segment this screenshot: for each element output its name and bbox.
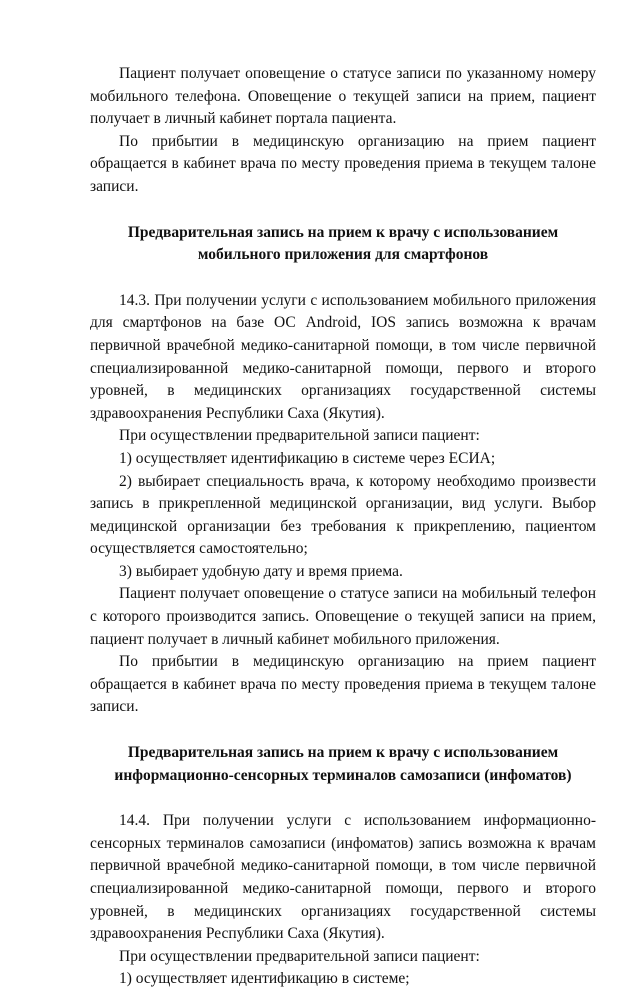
paragraph: 14.4. При получении услуги с использованием информационно-сенсорных терминалов самозаписи (инфоматов) запись возможна к врачам первичной врачебной медико-санитарной помощи, в том числе первичной специализированной медико-санитарной помощи, первого и второго уровней, в медицинских организациях государственной системы здравоохранения Республики Саха (Якутия). [90,812,596,943]
heading-line: Предварительная запись на прием к врачу с использованием [127,744,559,762]
paragraph: Пациент получает оповещение о статусе записи на мобильный телефон с которого производится запись. Оповещение о текущей записи на прием, пациент получает в личный кабинет мобильного приложения. [90,585,596,648]
section-heading-infomats [90,742,596,787]
paragraph: При осуществлении предварительной записи пациент: [119,427,480,445]
paragraph: Пациент получает оповещение о статусе записи по указанному номеру мобильного телефона. Оповещение о текущей записи на прием, пациент получает в личный кабинет портала пациента. [90,65,596,128]
paragraph: По прибытии в медицинскую организацию на прием пациент обращается в кабинет врача по месту проведения приема в текущем талоне записи. [90,132,596,195]
heading-line: Предварительная запись на прием к врачу с использованием [127,223,559,241]
list-item: 1) осуществляет идентификацию в системе через ЕСИА; [119,449,496,467]
paragraph: По прибытии в медицинскую организацию на прием пациент обращается в кабинет врача по месту проведения приема в текущем талоне записи. [90,653,596,716]
heading-line: информационно-сенсорных терминалов самозаписи (инфоматов) [114,766,572,784]
section-heading-mobile-app [90,222,596,267]
heading-line: мобильного приложения для смартфонов [197,246,489,264]
list-item: 2) выбирает специальность врача, к которому необходимо произвести запись в прикрепленной медицинской организации, вид услуги. Выбор медицинской организации без требования к прикреплению, пациентом осуществляется самостоятельно; [90,472,596,558]
paragraph: При осуществлении предварительной записи пациент: [119,947,480,965]
document-page [90,63,596,991]
list-item: 1) осуществляет идентификацию в системе; [119,970,410,988]
paragraph: 14.3. При получении услуги с использованием мобильного приложения для смартфонов на базе ОС Android, IOS запись возможна к врачам первичной врачебной медико-санитарной помощи, в том числе первичной специализированной медико-санитарной помощи, первого и второго уровней, в медицинских организациях государственной системы здравоохранения Республики Саха (Якутия). [90,291,596,422]
list-item: 3) выбирает удобную дату и время приема. [119,562,403,580]
